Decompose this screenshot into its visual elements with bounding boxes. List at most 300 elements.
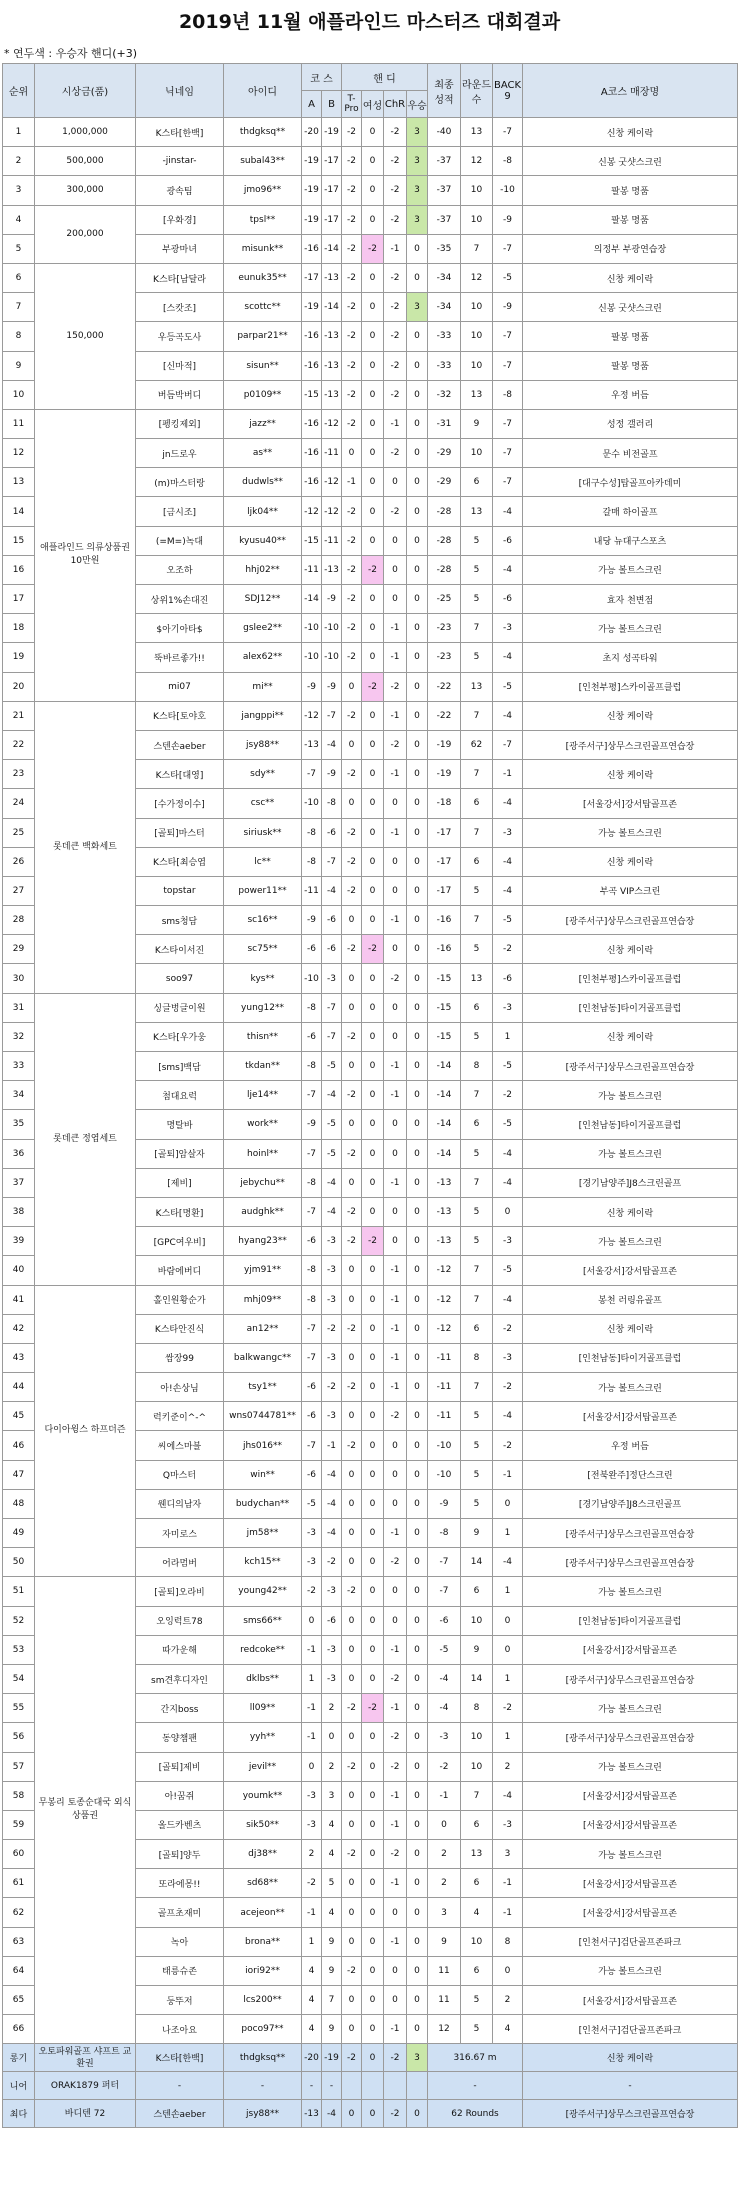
id-cell: alex62**	[224, 643, 302, 672]
nickname-cell: [신마적]	[136, 351, 224, 380]
win-cell: 0	[407, 1606, 428, 1635]
id-cell: scottc**	[224, 293, 302, 322]
tpro-cell: -2	[342, 1956, 362, 1985]
rounds-cell: 10	[461, 1606, 493, 1635]
rounds-cell: 8	[461, 1343, 493, 1372]
chr-cell: -1	[384, 2015, 407, 2044]
nickname-cell: K스타[대영]	[136, 760, 224, 789]
back9-cell: 2	[493, 1986, 523, 2015]
back9-cell: -3	[493, 818, 523, 847]
store-cell: [인천남동]타이거골프클럽	[523, 1343, 738, 1372]
tpro-cell: -2	[342, 1752, 362, 1781]
rank-cell: 54	[3, 1664, 35, 1693]
back9-cell: -7	[493, 351, 523, 380]
rank-cell: 47	[3, 1460, 35, 1489]
course-a-cell: 4	[302, 2015, 322, 2044]
id-cell: jevil**	[224, 1752, 302, 1781]
store-cell: 가능 볼트스크린	[523, 1956, 738, 1985]
tpro-cell: 0	[342, 789, 362, 818]
chr-cell: 0	[384, 1227, 407, 1256]
back9-cell: -4	[493, 1139, 523, 1168]
rank-cell: 40	[3, 1256, 35, 1285]
rank-cell: 66	[3, 2015, 35, 2044]
back9-cell: -2	[493, 1314, 523, 1343]
store-cell: [대구수성]탑골프아카데미	[523, 468, 738, 497]
female-cell: 0	[362, 147, 384, 176]
tpro-cell: 0	[342, 1052, 362, 1081]
nickname-cell: K스타[명환]	[136, 1197, 224, 1226]
results-body	[3, 118, 738, 2044]
tpro-cell: -2	[342, 409, 362, 438]
id-cell: siriusk**	[224, 818, 302, 847]
chr-cell: 0	[384, 847, 407, 876]
final-score-cell: -12	[428, 1285, 461, 1314]
table-row	[3, 263, 738, 292]
nickname-cell: K스타[우가웅	[136, 1022, 224, 1051]
win-cell: 3	[407, 205, 428, 234]
nickname-cell: 광속팀	[136, 176, 224, 205]
final-score-cell: -16	[428, 935, 461, 964]
rank-cell: 28	[3, 906, 35, 935]
female-cell: 0	[362, 1898, 384, 1927]
course-b-cell: -4	[322, 1519, 342, 1548]
course-a-cell: -9	[302, 672, 322, 701]
nickname-cell: 태릉슈존	[136, 1956, 224, 1985]
chr-cell: 0	[384, 555, 407, 584]
id-cell: sms66**	[224, 1606, 302, 1635]
female-cell: -2	[362, 1227, 384, 1256]
rounds-cell: 62	[461, 730, 493, 759]
tpro-cell: 0	[342, 1869, 362, 1898]
course-b-cell: -12	[322, 497, 342, 526]
win-cell: 0	[407, 1664, 428, 1693]
tpro-cell: 0	[342, 964, 362, 993]
nickname-cell: K스타[최승엽	[136, 847, 224, 876]
course-a-cell: -8	[302, 1256, 322, 1285]
female-cell: 0	[362, 1927, 384, 1956]
id-cell: budychan**	[224, 1489, 302, 1518]
course-a-cell: -7	[302, 1081, 322, 1110]
win-cell: 3	[407, 176, 428, 205]
chr-cell: -1	[384, 1694, 407, 1723]
final-score-cell: -9	[428, 1489, 461, 1518]
chr-cell: -2	[384, 205, 407, 234]
course-b-cell: -3	[322, 1285, 342, 1314]
nickname-cell: 둥뚜저	[136, 1986, 224, 2015]
chr-cell: 0	[384, 1022, 407, 1051]
rounds-cell: 6	[461, 1869, 493, 1898]
rank-cell: 11	[3, 409, 35, 438]
back9-cell: 1	[493, 1519, 523, 1548]
nickname-cell: sms청담	[136, 906, 224, 935]
award-win-cell: 0	[407, 2100, 428, 2128]
store-cell: 신봉 굿샷스크린	[523, 147, 738, 176]
nickname-cell: 자미로스	[136, 1519, 224, 1548]
course-b-cell: -5	[322, 1139, 342, 1168]
award-win-cell	[407, 2072, 428, 2100]
course-a-cell: -7	[302, 760, 322, 789]
rounds-cell: 7	[461, 1256, 493, 1285]
course-a-cell: -12	[302, 701, 322, 730]
chr-cell: -1	[384, 1927, 407, 1956]
tpro-cell: 0	[342, 1168, 362, 1197]
header-id: 아이디	[224, 64, 302, 118]
rounds-cell: 13	[461, 672, 493, 701]
award-chr-cell: -2	[384, 2100, 407, 2128]
rounds-cell: 10	[461, 322, 493, 351]
rounds-cell: 5	[461, 935, 493, 964]
win-cell: 0	[407, 760, 428, 789]
award-result-cell: -	[428, 2072, 523, 2100]
rounds-cell: 13	[461, 1840, 493, 1869]
store-cell: [광주서구]상무스크린골프연습장	[523, 1723, 738, 1752]
final-score-cell: -22	[428, 672, 461, 701]
win-cell: 0	[407, 1723, 428, 1752]
rounds-cell: 6	[461, 993, 493, 1022]
course-a-cell: -6	[302, 1460, 322, 1489]
course-b-cell: -3	[322, 964, 342, 993]
tpro-cell: 0	[342, 730, 362, 759]
back9-cell: -2	[493, 1081, 523, 1110]
final-score-cell: -29	[428, 439, 461, 468]
female-cell: -2	[362, 555, 384, 584]
id-cell: as**	[224, 439, 302, 468]
course-a-cell: -20	[302, 118, 322, 147]
id-cell: sisun**	[224, 351, 302, 380]
tpro-cell: 0	[342, 1343, 362, 1372]
award-win-cell: 3	[407, 2044, 428, 2072]
prize-cell: 300,000	[35, 176, 136, 205]
chr-cell: 0	[384, 876, 407, 905]
rounds-cell: 7	[461, 701, 493, 730]
final-score-cell: -6	[428, 1606, 461, 1635]
table-row	[3, 409, 738, 438]
header-handicap: 핸 디	[342, 64, 428, 91]
back9-cell: -4	[493, 789, 523, 818]
back9-cell: -8	[493, 380, 523, 409]
course-b-cell: -2	[322, 1373, 342, 1402]
id-cell: subal43**	[224, 147, 302, 176]
back9-cell: -3	[493, 1810, 523, 1839]
win-cell: 3	[407, 118, 428, 147]
course-b-cell: -13	[322, 263, 342, 292]
course-b-cell: -19	[322, 118, 342, 147]
nickname-cell: [골퇴]제비	[136, 1752, 224, 1781]
tpro-cell: 0	[342, 1635, 362, 1664]
rank-cell: 49	[3, 1519, 35, 1548]
tpro-cell: -2	[342, 205, 362, 234]
award-chr-cell	[384, 2072, 407, 2100]
award-course-a-cell: -	[302, 2072, 322, 2100]
rank-cell: 6	[3, 263, 35, 292]
back9-cell: -4	[493, 555, 523, 584]
chr-cell: 0	[384, 1986, 407, 2015]
nickname-cell: $아기아타$	[136, 614, 224, 643]
store-cell: 가능 볼트스크린	[523, 1139, 738, 1168]
win-cell: 0	[407, 1577, 428, 1606]
id-cell: an12**	[224, 1314, 302, 1343]
final-score-cell: -11	[428, 1373, 461, 1402]
back9-cell: -7	[493, 409, 523, 438]
store-cell: [전북완주]정단스크린	[523, 1460, 738, 1489]
tpro-cell: -2	[342, 351, 362, 380]
rounds-cell: 5	[461, 1022, 493, 1051]
final-score-cell: -11	[428, 1402, 461, 1431]
final-score-cell: -23	[428, 614, 461, 643]
nickname-cell: 나조아요	[136, 2015, 224, 2044]
tpro-cell: -2	[342, 322, 362, 351]
store-cell: [서울강서]강서탑골프존	[523, 1898, 738, 1927]
win-cell: 0	[407, 497, 428, 526]
tpro-cell: 0	[342, 1256, 362, 1285]
course-a-cell: -3	[302, 1548, 322, 1577]
course-b-cell: 9	[322, 1956, 342, 1985]
win-cell: 0	[407, 1781, 428, 1810]
win-cell: 0	[407, 1197, 428, 1226]
back9-cell: -1	[493, 760, 523, 789]
award-label-cell: 니어	[3, 2072, 35, 2100]
rounds-cell: 7	[461, 818, 493, 847]
rank-cell: 23	[3, 760, 35, 789]
award-label-cell: 롱기	[3, 2044, 35, 2072]
final-score-cell: -1	[428, 1781, 461, 1810]
nickname-cell: [GPC여우비]	[136, 1227, 224, 1256]
female-cell: 0	[362, 1840, 384, 1869]
final-score-cell: 0	[428, 1810, 461, 1839]
chr-cell: -2	[384, 1723, 407, 1752]
nickname-cell: 올드카벤츠	[136, 1810, 224, 1839]
tpro-cell: -2	[342, 147, 362, 176]
course-a-cell: 0	[302, 1752, 322, 1781]
win-cell: 0	[407, 789, 428, 818]
tpro-cell: -2	[342, 526, 362, 555]
store-cell: 팔봉 명품	[523, 351, 738, 380]
rounds-cell: 8	[461, 1694, 493, 1723]
header-win: 우승	[407, 91, 428, 118]
female-cell: 0	[362, 205, 384, 234]
store-cell: 가능 볼트스크린	[523, 555, 738, 584]
tpro-cell: -2	[342, 614, 362, 643]
award-row	[3, 2072, 738, 2100]
rounds-cell: 10	[461, 439, 493, 468]
nickname-cell: Q마스터	[136, 1460, 224, 1489]
back9-cell: 3	[493, 1840, 523, 1869]
female-cell: 0	[362, 263, 384, 292]
female-cell: 0	[362, 322, 384, 351]
rounds-cell: 6	[461, 1810, 493, 1839]
back9-cell: -7	[493, 118, 523, 147]
win-cell: 3	[407, 293, 428, 322]
nickname-cell: topstar	[136, 876, 224, 905]
tpro-cell: -2	[342, 818, 362, 847]
rank-cell: 2	[3, 147, 35, 176]
chr-cell: 0	[384, 1606, 407, 1635]
female-cell: 0	[362, 1431, 384, 1460]
rank-cell: 30	[3, 964, 35, 993]
tpro-cell: 0	[342, 1548, 362, 1577]
rank-cell: 60	[3, 1840, 35, 1869]
final-score-cell: -8	[428, 1519, 461, 1548]
store-cell: 우정 버듬	[523, 1431, 738, 1460]
table-row	[3, 701, 738, 730]
nickname-cell: 럭키준이^-^	[136, 1402, 224, 1431]
id-cell: power11**	[224, 876, 302, 905]
back9-cell: -4	[493, 847, 523, 876]
store-cell: 가능 볼트스크린	[523, 1373, 738, 1402]
rank-cell: 48	[3, 1489, 35, 1518]
award-female-cell	[362, 2072, 384, 2100]
rank-cell: 12	[3, 439, 35, 468]
rank-cell: 38	[3, 1197, 35, 1226]
nickname-cell: 골프초재미	[136, 1898, 224, 1927]
win-cell: 0	[407, 1956, 428, 1985]
chr-cell: -1	[384, 1635, 407, 1664]
id-cell: mi**	[224, 672, 302, 701]
tpro-cell: -2	[342, 1314, 362, 1343]
back9-cell: -5	[493, 1256, 523, 1285]
tpro-cell: -2	[342, 935, 362, 964]
chr-cell: -1	[384, 1256, 407, 1285]
course-b-cell: 2	[322, 1694, 342, 1723]
rounds-cell: 5	[461, 1460, 493, 1489]
chr-cell: -2	[384, 1840, 407, 1869]
id-cell: hhj02**	[224, 555, 302, 584]
rounds-cell: 5	[461, 1139, 493, 1168]
rank-cell: 19	[3, 643, 35, 672]
rank-cell: 22	[3, 730, 35, 759]
chr-cell: -2	[384, 322, 407, 351]
rank-cell: 57	[3, 1752, 35, 1781]
win-cell: 0	[407, 1081, 428, 1110]
store-cell: 성정 갤러리	[523, 409, 738, 438]
win-cell: 0	[407, 380, 428, 409]
win-cell: 0	[407, 1256, 428, 1285]
final-score-cell: -17	[428, 818, 461, 847]
store-cell: 신창 케이락	[523, 1197, 738, 1226]
course-a-cell: -19	[302, 205, 322, 234]
nickname-cell: 싱글벙글이원	[136, 993, 224, 1022]
nickname-cell: 또라에몽!!	[136, 1869, 224, 1898]
chr-cell: -1	[384, 1081, 407, 1110]
final-score-cell: -23	[428, 643, 461, 672]
id-cell: sc16**	[224, 906, 302, 935]
back9-cell: 0	[493, 1197, 523, 1226]
win-cell: 0	[407, 730, 428, 759]
female-cell: 0	[362, 293, 384, 322]
win-cell: 0	[407, 1227, 428, 1256]
female-cell: 0	[362, 730, 384, 759]
female-cell: 0	[362, 380, 384, 409]
back9-cell: 1	[493, 1577, 523, 1606]
id-cell: kyusu40**	[224, 526, 302, 555]
id-cell: work**	[224, 1110, 302, 1139]
course-b-cell: -12	[322, 409, 342, 438]
store-cell: [경기남양주]J8스크린골프	[523, 1168, 738, 1197]
female-cell: -2	[362, 672, 384, 701]
final-score-cell: -13	[428, 1197, 461, 1226]
prize-cell: 200,000	[35, 205, 136, 263]
course-b-cell: -5	[322, 1052, 342, 1081]
store-cell: 의정부 부광연습장	[523, 234, 738, 263]
store-cell: 신창 케이락	[523, 1314, 738, 1343]
chr-cell: 0	[384, 1110, 407, 1139]
course-a-cell: -16	[302, 409, 322, 438]
final-score-cell: -10	[428, 1431, 461, 1460]
final-score-cell: -29	[428, 468, 461, 497]
tpro-cell: -2	[342, 760, 362, 789]
store-cell: 가능 볼트스크린	[523, 1227, 738, 1256]
nickname-cell: [제비]	[136, 1168, 224, 1197]
win-cell: 0	[407, 1402, 428, 1431]
award-row	[3, 2100, 738, 2128]
win-cell: 0	[407, 1986, 428, 2015]
course-a-cell: -19	[302, 293, 322, 322]
final-score-cell: -37	[428, 176, 461, 205]
course-a-cell: -14	[302, 585, 322, 614]
course-b-cell: -6	[322, 818, 342, 847]
nickname-cell: K스타[남달라	[136, 263, 224, 292]
course-b-cell: -17	[322, 147, 342, 176]
final-score-cell: -4	[428, 1694, 461, 1723]
win-cell: 0	[407, 1489, 428, 1518]
rounds-cell: 13	[461, 497, 493, 526]
header-nickname: 닉네임	[136, 64, 224, 118]
course-a-cell: -16	[302, 468, 322, 497]
final-score-cell: -17	[428, 876, 461, 905]
chr-cell: -2	[384, 730, 407, 759]
prize-cell: 500,000	[35, 147, 136, 176]
final-score-cell: -34	[428, 263, 461, 292]
award-tpro-cell: -2	[342, 2044, 362, 2072]
header-final-score: 최종 성적	[428, 64, 461, 118]
results-table	[2, 63, 738, 2128]
rounds-cell: 6	[461, 468, 493, 497]
final-score-cell: -28	[428, 497, 461, 526]
final-score-cell: -7	[428, 1577, 461, 1606]
rank-cell: 56	[3, 1723, 35, 1752]
nickname-cell: 아!손상님	[136, 1373, 224, 1402]
back9-cell: -5	[493, 1052, 523, 1081]
course-b-cell: -14	[322, 234, 342, 263]
award-row	[3, 2044, 738, 2072]
rounds-cell: 5	[461, 2015, 493, 2044]
header-tpro: T-Pro	[342, 91, 362, 118]
store-cell: 문수 비전골프	[523, 439, 738, 468]
course-a-cell: -1	[302, 1694, 322, 1723]
final-score-cell: -4	[428, 1664, 461, 1693]
store-cell: [서울강서]강서탑골프존	[523, 789, 738, 818]
female-cell: 0	[362, 1460, 384, 1489]
store-cell: 신창 케이락	[523, 935, 738, 964]
rank-cell: 32	[3, 1022, 35, 1051]
back9-cell: -4	[493, 701, 523, 730]
final-score-cell: -33	[428, 322, 461, 351]
course-b-cell: -17	[322, 176, 342, 205]
course-a-cell: -8	[302, 818, 322, 847]
win-cell: 0	[407, 614, 428, 643]
chr-cell: -1	[384, 1168, 407, 1197]
nickname-cell: [골퇴]오라비	[136, 1577, 224, 1606]
course-a-cell: -6	[302, 1402, 322, 1431]
course-b-cell: -2	[322, 1314, 342, 1343]
final-score-cell: -25	[428, 585, 461, 614]
prize-cell: 다이아윙스 하프더즌	[35, 1285, 136, 1577]
female-cell: 0	[362, 876, 384, 905]
female-cell: 0	[362, 1081, 384, 1110]
course-a-cell: -10	[302, 789, 322, 818]
course-b-cell: -13	[322, 351, 342, 380]
win-cell: 0	[407, 993, 428, 1022]
